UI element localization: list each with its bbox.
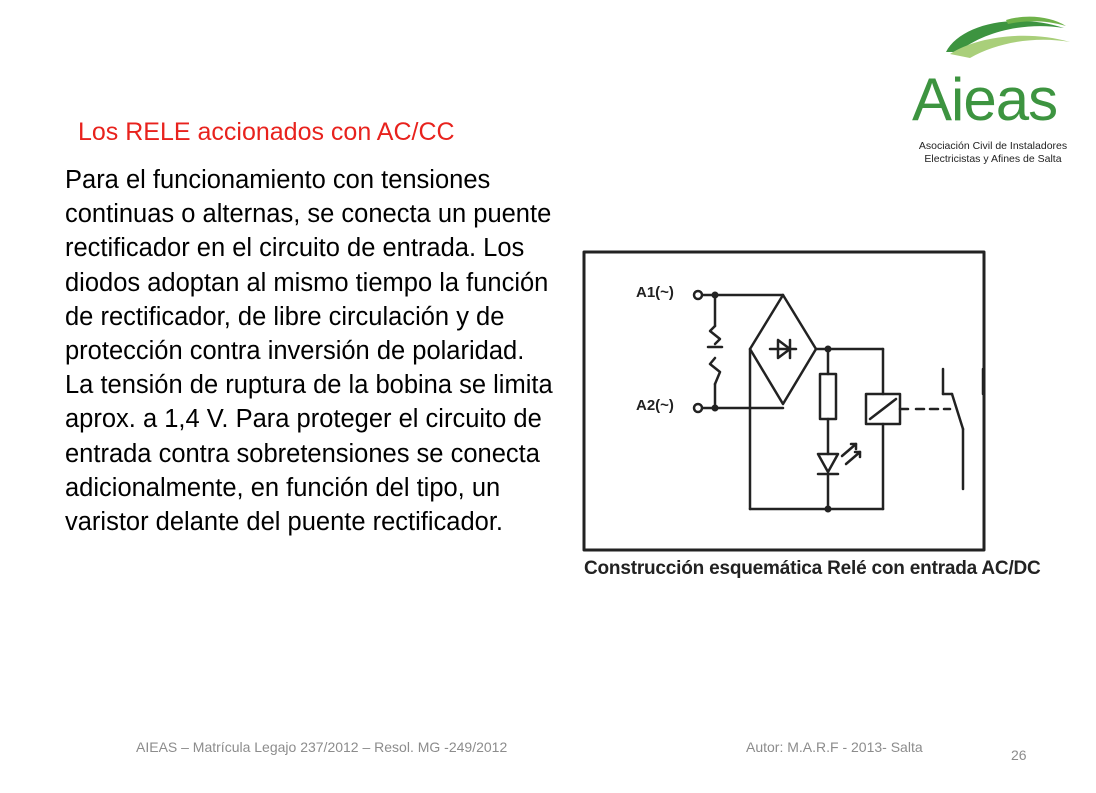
terminal-a2-label: A2(~): [636, 397, 674, 414]
relay-schematic: [578, 244, 1058, 594]
footer-registration: AIEAS – Matrícula Legajo 237/2012 – Resol. MG -249/2012: [136, 739, 508, 755]
logo-wordmark: Aieas: [912, 66, 1058, 133]
terminal-a1-label: A1(~): [636, 284, 674, 301]
page-number: 26: [1011, 747, 1027, 763]
logo-subtitle-line1: Asociación Civil de Instaladores: [918, 140, 1068, 152]
slide-title: Los RELE accionados con AC/CC: [78, 118, 455, 146]
diagram-caption: Construcción esquemática Relé con entrada AC/DC: [584, 558, 1041, 579]
footer-author: Autor: M.A.R.F - 2013- Salta: [746, 739, 923, 755]
logo-subtitle-line2: Electricistas y Afines de Salta: [924, 153, 1062, 165]
paragraph-rectifier: Para el funcionamiento con tensiones continuas o alternas, se conecta un puente rectificador en el circuito de entrada. Los diodos adoptan al mismo tiempo la función de rectificador, de libre circulación y de protección contra inversión de polaridad.: [65, 166, 552, 366]
aieas-logo: [898, 12, 1088, 165]
body-text: [65, 163, 575, 539]
paragraph-breakdown-voltage: La tensión de ruptura de la bobina se limita aprox. a 1,4 V. Para proteger el circuito de entrada contra sobretensiones se conecta adicionalmente, en función del tipo, un varistor delante del puente rectificador.: [65, 371, 553, 537]
